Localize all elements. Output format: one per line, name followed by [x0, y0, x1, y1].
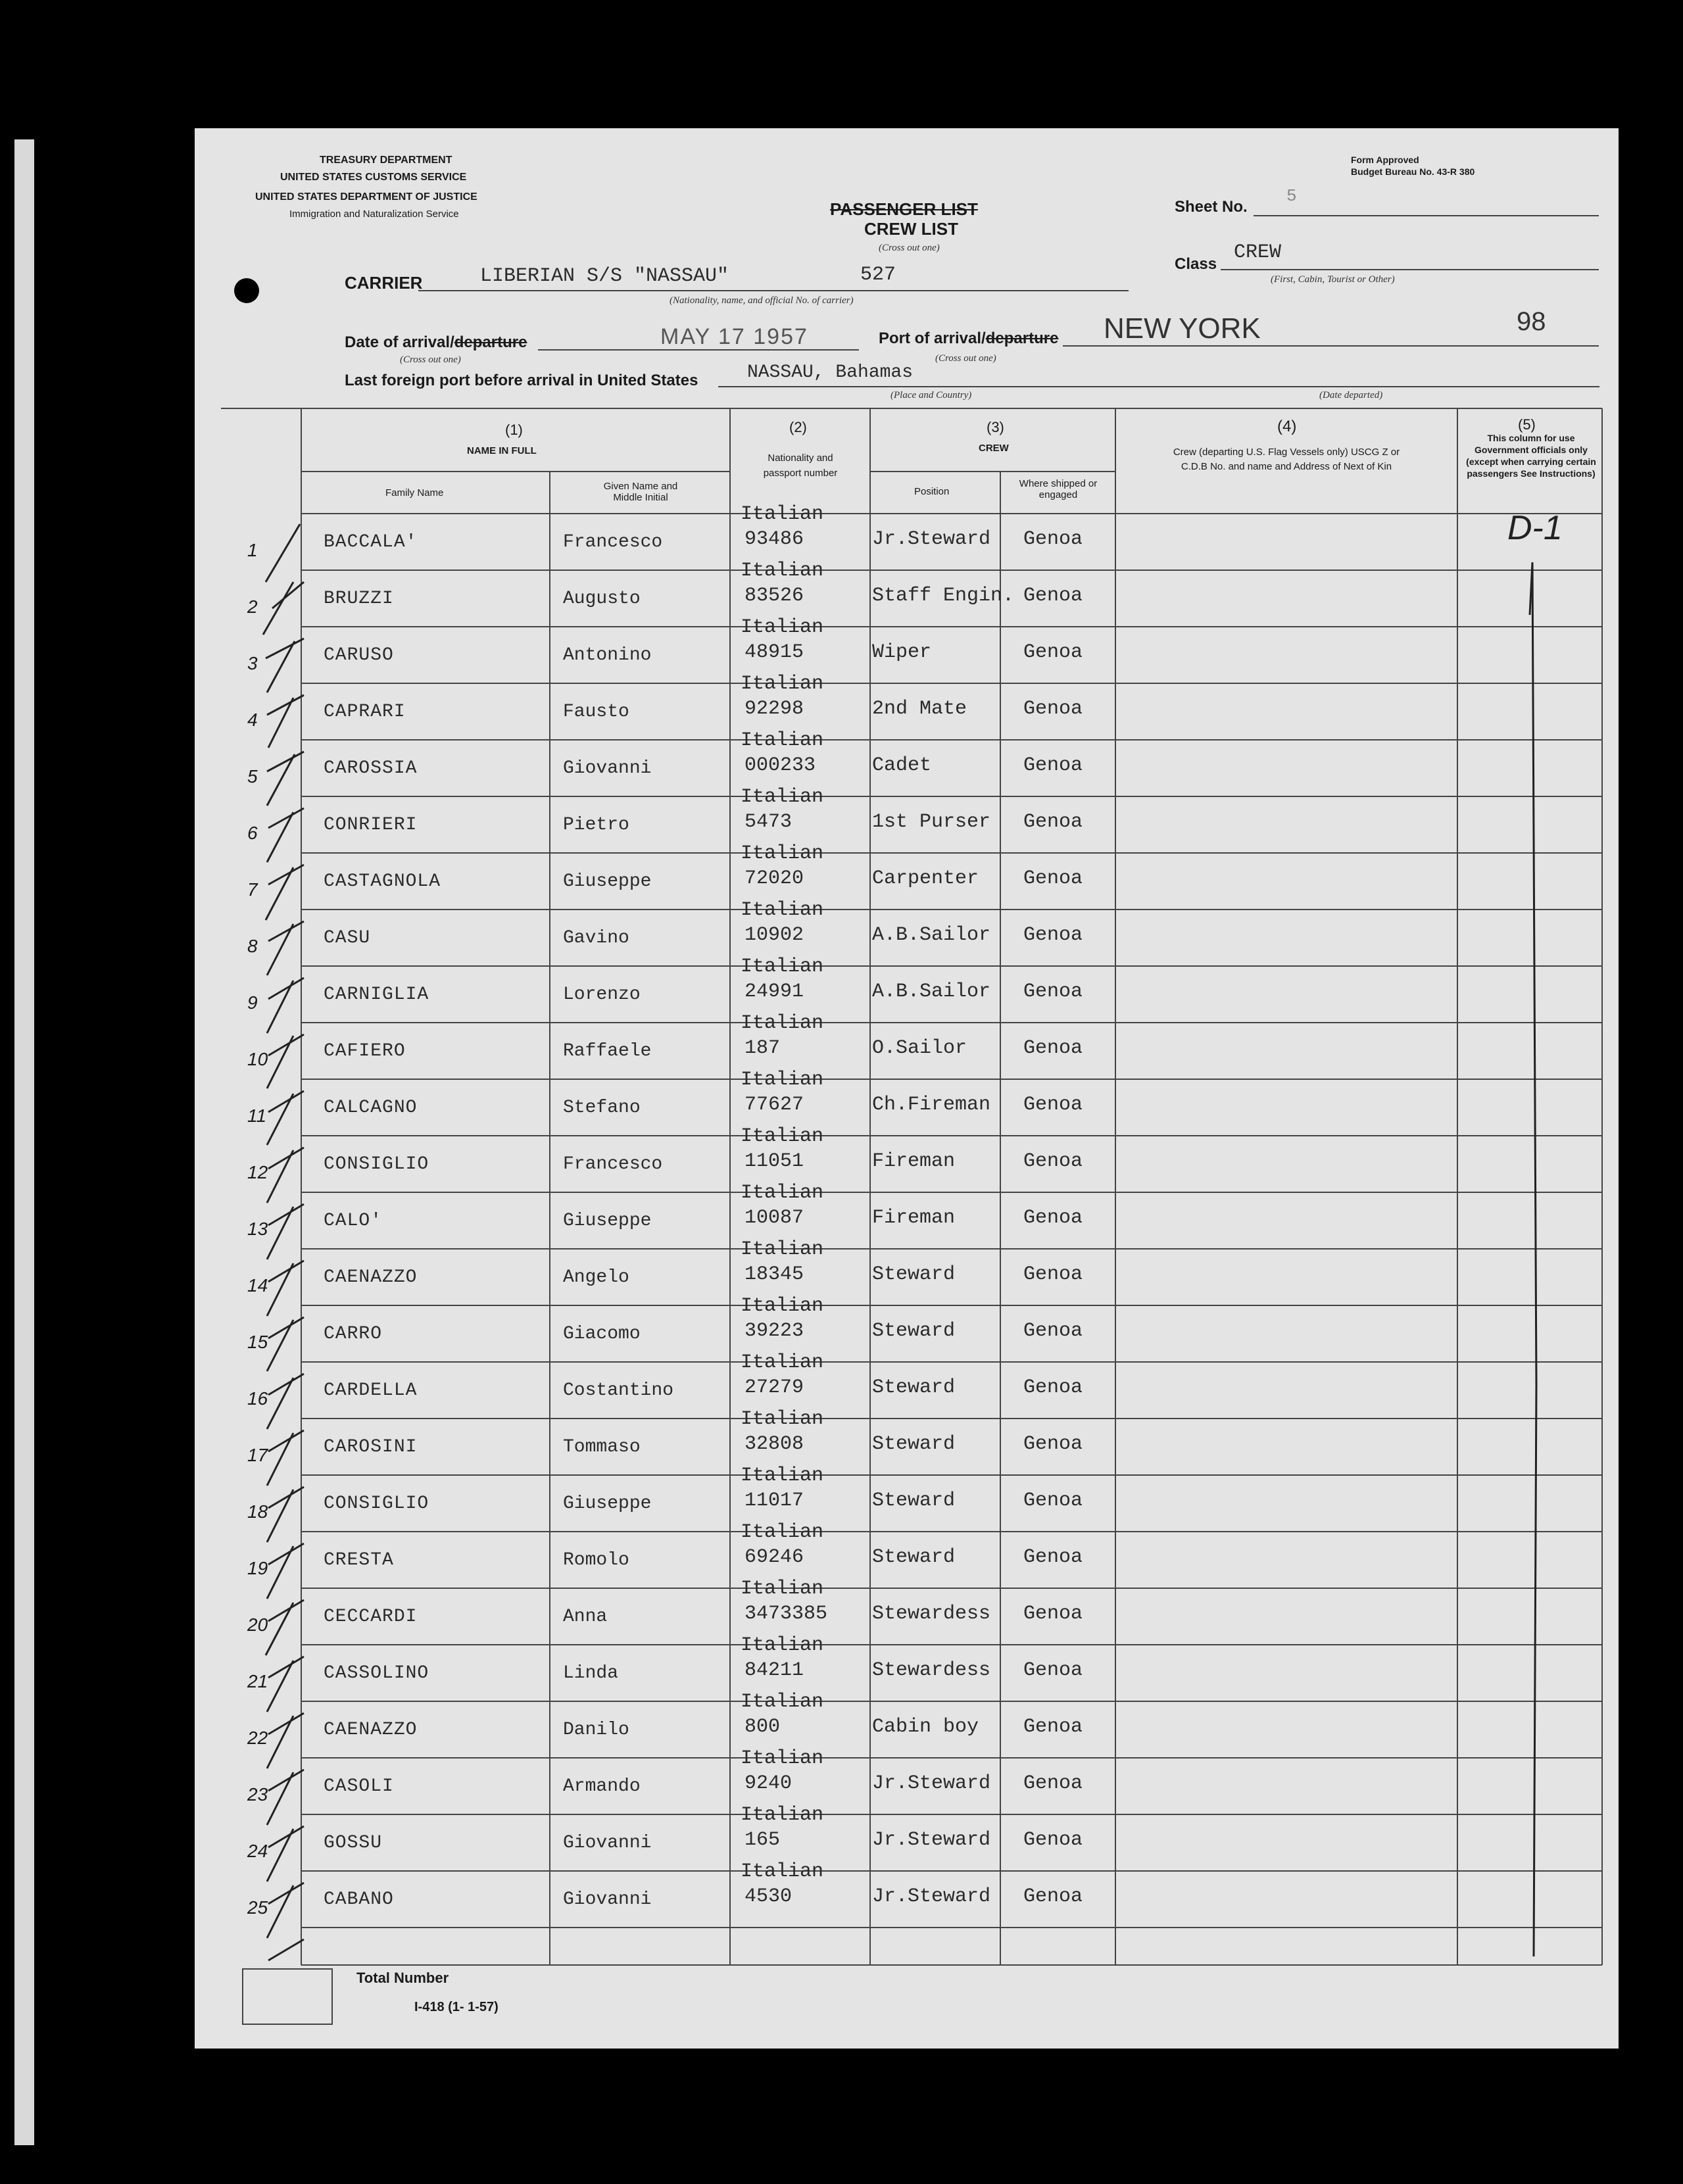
position: Ch.Fireman: [872, 1094, 991, 1116]
position: Staff Engin.: [872, 585, 1015, 607]
sheet-no-label: Sheet No.: [1175, 198, 1248, 216]
position: Stewardess: [872, 1659, 991, 1682]
given-name: Lorenzo: [563, 984, 641, 1005]
given-name: Augusto: [563, 589, 641, 609]
row-number: 11: [247, 1105, 267, 1126]
shipped-at: Genoa: [1023, 585, 1083, 607]
family-name: CALCAGNO: [324, 1098, 418, 1118]
given-name: Giovanni: [563, 1889, 652, 1910]
port-label: Port of arrival/: [879, 329, 986, 347]
given-name: Francesco: [563, 1154, 663, 1175]
shipped-at: Genoa: [1023, 924, 1083, 946]
passport-number: 83526: [744, 585, 804, 607]
family-name: CAENAZZO: [324, 1267, 418, 1288]
sheet-no-value: 5: [1286, 186, 1297, 206]
nationality: Italian: [741, 1578, 824, 1600]
given-name: Pietro: [563, 815, 629, 835]
table-row: [195, 1069, 1619, 1130]
row-number: 6: [247, 823, 258, 843]
col2-title: Nationality and passport number: [763, 452, 838, 479]
family-name: CARUSO: [324, 645, 394, 666]
passport-number: 187: [744, 1037, 781, 1059]
given-name: Antonino: [563, 645, 652, 666]
budget-bureau: Budget Bureau No. 43-R 380: [1351, 166, 1475, 177]
dept-line-3: UNITED STATES DEPARTMENT OF JUSTICE: [255, 191, 477, 203]
row-number: 16: [247, 1388, 268, 1409]
row-number: 4: [247, 710, 258, 730]
given-name: Giacomo: [563, 1324, 641, 1344]
passport-number: 69246: [744, 1546, 804, 1568]
row-number: 8: [247, 936, 258, 956]
family-name: CALO': [324, 1211, 383, 1231]
row-number: 1: [247, 540, 258, 560]
shipped-at: Genoa: [1023, 1772, 1083, 1795]
col3-number: (3): [987, 419, 1004, 435]
given-name: Francesco: [563, 532, 663, 552]
passport-number: 77627: [744, 1094, 804, 1116]
family-name-header: Family Name: [385, 487, 444, 498]
given-name: Fausto: [563, 702, 629, 722]
title-crew-list: CREW LIST: [864, 219, 958, 239]
nationality: Italian: [741, 1295, 824, 1317]
nationality: Italian: [741, 1125, 824, 1148]
nationality: Italian: [741, 899, 824, 921]
shipped-at: Genoa: [1023, 698, 1083, 720]
table-row: [195, 1860, 1619, 1922]
passport-number: 165: [744, 1829, 781, 1851]
table-row: [195, 1804, 1619, 1866]
dept-line-1: TREASURY DEPARTMENT: [320, 155, 452, 166]
port-value: NEW YORK: [1104, 312, 1261, 345]
total-number-box: [242, 1968, 333, 2025]
shipped-at: Genoa: [1023, 1716, 1083, 1738]
table-row: [195, 673, 1619, 735]
date-value: MAY 17 1957: [660, 324, 808, 349]
given-name: Giuseppe: [563, 1493, 652, 1514]
class-note: (First, Cabin, Tourist or Other): [1271, 274, 1395, 285]
family-name: CONSIGLIO: [324, 1154, 429, 1175]
nationality: Italian: [741, 1012, 824, 1034]
nationality: Italian: [741, 560, 824, 582]
shipped-header: Where shipped or engaged: [1019, 478, 1098, 500]
shipped-at: Genoa: [1023, 1376, 1083, 1399]
table-row: [195, 842, 1619, 904]
shipped-at: Genoa: [1023, 1659, 1083, 1682]
passport-number: 4530: [744, 1885, 793, 1908]
row-number: 18: [247, 1501, 268, 1522]
given-name: Giuseppe: [563, 1211, 652, 1231]
shipped-at: Genoa: [1023, 1829, 1083, 1851]
row-number: 17: [247, 1445, 268, 1465]
position: Cabin boy: [872, 1716, 979, 1738]
position: Fireman: [872, 1150, 956, 1173]
given-name: Giovanni: [563, 1833, 652, 1853]
col5-number: (5): [1518, 416, 1536, 433]
position: Steward: [872, 1320, 956, 1342]
nationality: Italian: [741, 1238, 824, 1261]
given-name: Raffaele: [563, 1041, 652, 1061]
row-number: 13: [247, 1219, 268, 1239]
passport-number: 24991: [744, 981, 804, 1003]
family-name: CASU: [324, 928, 371, 948]
family-name: CONRIERI: [324, 815, 418, 835]
table-row: [195, 956, 1619, 1017]
nationality: Italian: [741, 673, 824, 695]
family-name: CABANO: [324, 1889, 394, 1910]
table-row: [195, 1182, 1619, 1244]
nationality: Italian: [741, 1351, 824, 1374]
position: Carpenter: [872, 867, 979, 890]
row-number: 15: [247, 1332, 268, 1352]
row-number: 2: [247, 596, 258, 617]
family-name: BRUZZI: [324, 589, 394, 609]
position: Steward: [872, 1490, 956, 1512]
handwritten-annotation: D-1: [1507, 509, 1563, 547]
cross-out-note: (Cross out one): [879, 243, 940, 253]
shipped-at: Genoa: [1023, 1150, 1083, 1173]
position: O.Sailor: [872, 1037, 967, 1059]
row-number: 21: [247, 1671, 268, 1691]
position: 1st Purser: [872, 811, 991, 833]
passport-number: 84211: [744, 1659, 804, 1682]
place-country-note: (Place and Country): [890, 390, 972, 400]
position: Steward: [872, 1546, 956, 1568]
class-value: CREW: [1234, 241, 1282, 264]
position: A.B.Sailor: [872, 981, 991, 1003]
given-name: Giuseppe: [563, 871, 652, 892]
nationality: Italian: [741, 1804, 824, 1826]
table-row: [195, 1634, 1619, 1696]
shipped-at: Genoa: [1023, 1207, 1083, 1229]
passport-number: 93486: [744, 528, 804, 550]
shipped-at: Genoa: [1023, 1263, 1083, 1286]
shipped-at: Genoa: [1023, 1320, 1083, 1342]
family-name: CAPRARI: [324, 702, 406, 722]
row-number: 23: [247, 1784, 268, 1805]
port-code: 98: [1517, 307, 1546, 336]
col4-title: Crew (departing U.S. Flag Vessels only) USCG Z or C.D.B No. and name and Address of Next of Kin: [1173, 447, 1400, 472]
table-row: [195, 1012, 1619, 1074]
family-name: BACCALA': [324, 532, 418, 552]
given-name: Romolo: [563, 1550, 629, 1570]
nationality: Italian: [741, 1521, 824, 1543]
nationality: Italian: [741, 616, 824, 639]
shipped-at: Genoa: [1023, 1037, 1083, 1059]
position: Steward: [872, 1376, 956, 1399]
position: A.B.Sailor: [872, 924, 991, 946]
position: Jr.Steward: [872, 1885, 991, 1908]
table-row: [195, 503, 1619, 565]
family-name: CAENAZZO: [324, 1720, 418, 1740]
table-row: [195, 899, 1619, 961]
family-name: CARNIGLIA: [324, 984, 429, 1005]
position: Jr.Steward: [872, 528, 991, 550]
family-name: CECCARDI: [324, 1607, 418, 1627]
position-header: Position: [914, 486, 950, 497]
last-port-value: NASSAU, Bahamas: [747, 362, 914, 383]
nationality: Italian: [741, 1465, 824, 1487]
table-row: [195, 729, 1619, 791]
scanner-edge-strip: [14, 139, 34, 2145]
passport-number: 72020: [744, 867, 804, 890]
table-row: [195, 1295, 1619, 1357]
table-row: [195, 1351, 1619, 1413]
nationality: Italian: [741, 1069, 824, 1091]
row-number: 20: [247, 1614, 268, 1635]
passport-number: 3473385: [744, 1603, 828, 1625]
row-number: 10: [247, 1049, 268, 1069]
passport-number: 10902: [744, 924, 804, 946]
date-departed-note: (Date departed): [1319, 390, 1383, 400]
carrier-number: 527: [860, 264, 896, 286]
row-number: 24: [247, 1841, 268, 1861]
position: Cadet: [872, 754, 932, 777]
carrier-note: (Nationality, name, and official No. of carrier): [670, 295, 854, 306]
family-name: CAROSINI: [324, 1437, 418, 1457]
shipped-at: Genoa: [1023, 811, 1083, 833]
family-name: CONSIGLIO: [324, 1493, 429, 1514]
passport-number: 92298: [744, 698, 804, 720]
family-name: CASSOLINO: [324, 1663, 429, 1684]
row-number: 22: [247, 1728, 268, 1748]
dept-line-4: Immigration and Naturalization Service: [289, 208, 459, 220]
given-name: Danilo: [563, 1720, 629, 1740]
family-name: CASOLI: [324, 1776, 394, 1797]
total-number-label: Total Number: [356, 1970, 449, 1986]
family-name: CRESTA: [324, 1550, 394, 1570]
nationality: Italian: [741, 729, 824, 752]
passport-number: 39223: [744, 1320, 804, 1342]
form-number: I-418 (1- 1-57): [414, 2000, 499, 2014]
nationality: Italian: [741, 1860, 824, 1883]
table-row: [195, 1578, 1619, 1639]
carrier-value: LIBERIAN S/S "NASSAU": [480, 265, 729, 287]
row-number: 19: [247, 1558, 268, 1578]
position: Jr.Steward: [872, 1829, 991, 1851]
row-number: 14: [247, 1275, 268, 1296]
family-name: CAROSSIA: [324, 758, 418, 779]
row-number: 7: [247, 879, 258, 900]
passport-number: 48915: [744, 641, 804, 664]
table-row: [195, 1691, 1619, 1753]
passport-number: 27279: [744, 1376, 804, 1399]
given-name: Giovanni: [563, 758, 652, 779]
table-row: [195, 1747, 1619, 1809]
table-row: [195, 1521, 1619, 1583]
family-name: CASTAGNOLA: [324, 871, 441, 892]
col3-title: CREW: [979, 443, 1009, 454]
col5-title: This column for use Government officials only (except when carrying certain passengers See Instructions): [1466, 433, 1596, 479]
table-row: [195, 1408, 1619, 1470]
position: Steward: [872, 1433, 956, 1455]
position: Steward: [872, 1263, 956, 1286]
date-label: Date of arrival/: [345, 333, 454, 351]
shipped-at: Genoa: [1023, 528, 1083, 550]
given-name: Angelo: [563, 1267, 629, 1288]
shipped-at: Genoa: [1023, 1094, 1083, 1116]
form-approved: Form Approved: [1351, 155, 1419, 165]
shipped-at: Genoa: [1023, 1433, 1083, 1455]
col4-number: (4): [1277, 418, 1297, 435]
title-passenger-list: PASSENGER LIST: [830, 199, 978, 219]
shipped-at: Genoa: [1023, 1490, 1083, 1512]
port-label-struck: departure: [985, 329, 1059, 347]
row-number: 5: [247, 766, 258, 787]
port-cross-note: (Cross out one): [935, 353, 996, 364]
carrier-label: CARRIER: [345, 273, 423, 293]
family-name: GOSSU: [324, 1833, 383, 1853]
crew-list-form: [195, 128, 1619, 2049]
shipped-at: Genoa: [1023, 867, 1083, 890]
passport-number: 000233: [744, 754, 816, 777]
table-row: [195, 616, 1619, 678]
passport-number: 11017: [744, 1490, 804, 1512]
given-name: Anna: [563, 1607, 608, 1627]
row-number: 12: [247, 1162, 268, 1182]
nationality: Italian: [741, 842, 824, 865]
row-number: 25: [247, 1897, 268, 1918]
passport-number: 5473: [744, 811, 793, 833]
shipped-at: Genoa: [1023, 981, 1083, 1003]
table-row: [195, 786, 1619, 848]
table-row: [195, 1125, 1619, 1187]
position: 2nd Mate: [872, 698, 967, 720]
nationality: Italian: [741, 1182, 824, 1204]
date-label-struck: departure: [454, 333, 527, 351]
position: Fireman: [872, 1207, 956, 1229]
shipped-at: Genoa: [1023, 641, 1083, 664]
class-label: Class: [1175, 255, 1217, 273]
family-name: CARRO: [324, 1324, 383, 1344]
nationality: Italian: [741, 956, 824, 978]
position: Stewardess: [872, 1603, 991, 1625]
last-port-label: Last foreign port before arrival in United States: [345, 372, 698, 389]
family-name: CAFIERO: [324, 1041, 406, 1061]
given-name: Tommaso: [563, 1437, 641, 1457]
shipped-at: Genoa: [1023, 1885, 1083, 1908]
date-cross-note: (Cross out one): [400, 354, 461, 365]
passport-number: 11051: [744, 1150, 804, 1173]
given-name: Costantino: [563, 1380, 674, 1401]
table-row: [195, 1238, 1619, 1300]
row-number: 9: [247, 992, 258, 1013]
nationality: Italian: [741, 503, 824, 525]
given-name: Stefano: [563, 1098, 641, 1118]
given-name: Gavino: [563, 928, 629, 948]
nationality: Italian: [741, 1747, 824, 1770]
passport-number: 18345: [744, 1263, 804, 1286]
shipped-at: Genoa: [1023, 754, 1083, 777]
nationality: Italian: [741, 1691, 824, 1713]
col1-number: (1): [505, 422, 523, 438]
nationality: Italian: [741, 1634, 824, 1657]
passport-number: 10087: [744, 1207, 804, 1229]
row-number: 3: [247, 653, 258, 673]
col1-title: NAME IN FULL: [467, 445, 537, 456]
table-row: [195, 1465, 1619, 1526]
position: Wiper: [872, 641, 932, 664]
nationality: Italian: [741, 1408, 824, 1430]
passport-number: 9240: [744, 1772, 793, 1795]
given-name: Linda: [563, 1663, 619, 1684]
dept-line-2: UNITED STATES CUSTOMS SERVICE: [280, 172, 467, 183]
nationality: Italian: [741, 786, 824, 808]
passport-number: 800: [744, 1716, 781, 1738]
table-row: [195, 560, 1619, 621]
given-name: Armando: [563, 1776, 641, 1797]
shipped-at: Genoa: [1023, 1603, 1083, 1625]
passport-number: 32808: [744, 1433, 804, 1455]
shipped-at: Genoa: [1023, 1546, 1083, 1568]
position: Jr.Steward: [872, 1772, 991, 1795]
family-name: CARDELLA: [324, 1380, 418, 1401]
col2-number: (2): [789, 419, 807, 435]
given-name-header: Given Name and Middle Initial: [603, 481, 678, 503]
